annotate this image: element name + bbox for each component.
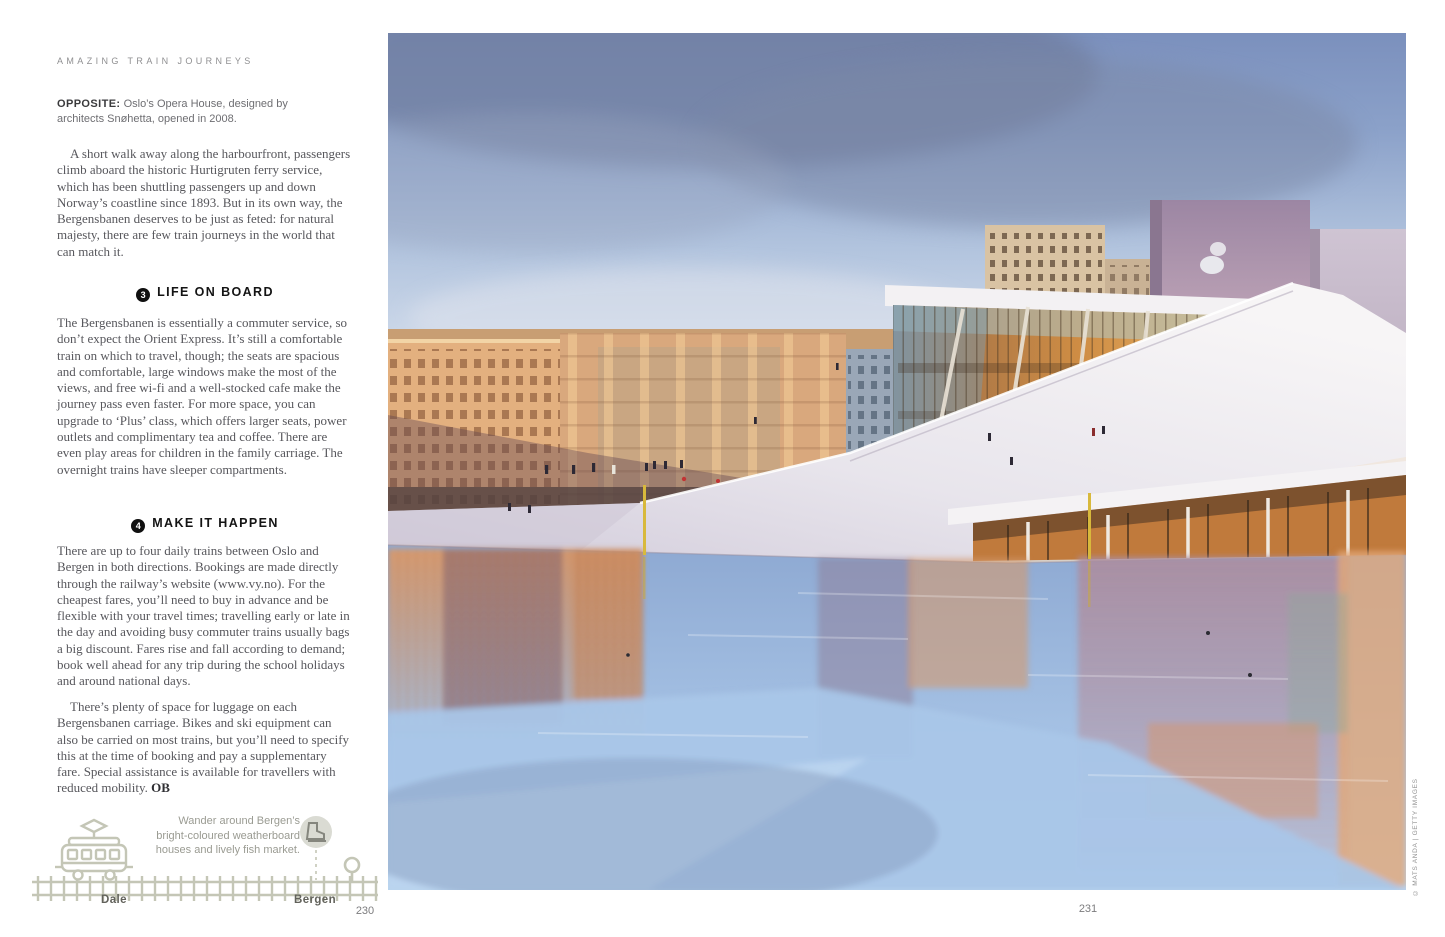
station-label-dale: Dale <box>101 894 127 906</box>
hiking-boot-icon <box>300 816 332 848</box>
make-it-happen-paragraph-2 <box>57 699 353 797</box>
train-icon <box>55 820 133 880</box>
route-map-illustration <box>30 810 382 922</box>
route-map-note: Wander around Bergen’s bright-coloured weatherboard houses and lively fish market. <box>155 815 300 856</box>
make-it-happen-paragraph-1: There are up to four daily trains between Oslo and Bergen in both directions. Bookings are made directly through the railway’s website (www.vy.no). For the cheapest fares, you’ll need to buy in advance and be flexible with your travel times; travelling early or late in the day and avoiding busy commuter trains usually bags a big discount. Fares rise and fall according to demand; book well ahead for any trip during the school holidays and around national days. <box>57 543 350 689</box>
page-number-right: 231 <box>1078 903 1098 915</box>
opera-house-photo-artwork <box>388 33 1406 890</box>
page-number-left: 230 <box>355 905 375 917</box>
paragraph-text: There’s plenty of space for luggage on each Bergensbanen carriage. Bikes and ski equipment can also be carried on most trains, but you’ll need to specify this at the time of booking and pay a supplementary fare. Special assistance is available for travellers with reduced mobility. <box>57 699 350 796</box>
water-reflections <box>388 549 1406 890</box>
book-series-header: AMAZING TRAIN JOURNEYS <box>57 56 254 66</box>
section-number-icon: 4 <box>131 519 145 533</box>
section-number-icon: 3 <box>136 288 150 302</box>
section-heading-life-on-board <box>57 285 353 302</box>
harbour-water <box>388 545 1406 890</box>
photo-caption <box>57 97 297 127</box>
intro-paragraph: A short walk away along the harbourfront, passengers climb aboard the historic Hurtigruten ferry service, which has been shuttling passengers up and down Norway’s coastline since 1893. But in its own way, the Bergensbanen deserves to be just as feted: for natural majesty, there are few train journeys in the world that can match it. <box>57 146 351 259</box>
caption-text: Oslo’s Opera House, designed by architects Snøhetta, opened in 2008. <box>57 98 288 125</box>
station-label-bergen: Bergen <box>293 894 337 906</box>
author-initials: OB <box>151 780 170 796</box>
section-title: MAKE IT HAPPEN <box>152 515 279 530</box>
photo-credit: © MATS ANDA | GETTY IMAGES <box>1412 778 1419 896</box>
section-heading-make-it-happen <box>57 516 353 533</box>
opera-house-photo <box>388 33 1406 890</box>
life-on-board-paragraph: The Bergensbanen is essentially a commuter service, so don’t expect the Orient Express. It’s still a comfortable train on which to travel, though; the seats are spacious and comfortable, large windows make the most of the views, and free wi-fi and a well-stocked cafe make the journey pass even faster. For more space, you can upgrade to ‘Plus’ class, which offers larger seats, power outlets and complimentary tea and coffee. There are even play areas for children in the family carriage. The overnight trains have sleeper compartments. <box>57 315 348 477</box>
caption-label: OPPOSITE: <box>57 98 121 110</box>
route-end-marker-icon <box>345 858 359 882</box>
section-title: LIFE ON BOARD <box>157 284 274 299</box>
